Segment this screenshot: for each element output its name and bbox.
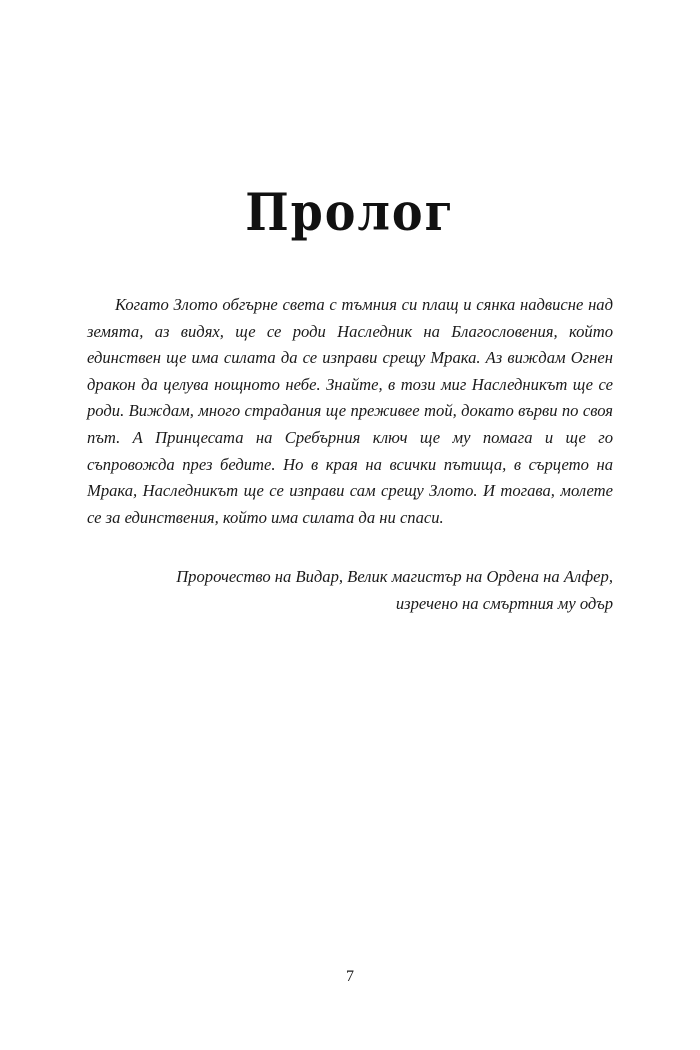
page-number: 7 — [346, 968, 354, 985]
prophecy-paragraph: Когато Злото обгърне света с тъмния си плащ и сянка надвисне над земята, аз видях, ще се роди Наследник на Благословения, който единствен ще има силата да се изправи срещу Мрака. Аз виждам Огнен дракон да целува нощното небе. Знайте, в този миг Наследникът ще се роди. Виждам, много страдания ще преживее той, докато върви по своя път. А Принцесата на Сребърния ключ ще му помага и ще го съпровожда през бедите. Но в края на всички пътища, в сърцето на Мрака, Наследникът ще се изправи сам срещу Злото. И тогава, молете се за единствения, който има силата да ни спаси. — [87, 295, 613, 527]
attribution-line-2: изречено на смъртния му одър — [395, 593, 613, 613]
attribution-line-1: Пророчество на Видар, Велик магистър на Ордена на Алфер, — [176, 567, 613, 586]
chapter-title: Пролог — [245, 181, 455, 243]
prophecy-attribution — [87, 564, 613, 617]
